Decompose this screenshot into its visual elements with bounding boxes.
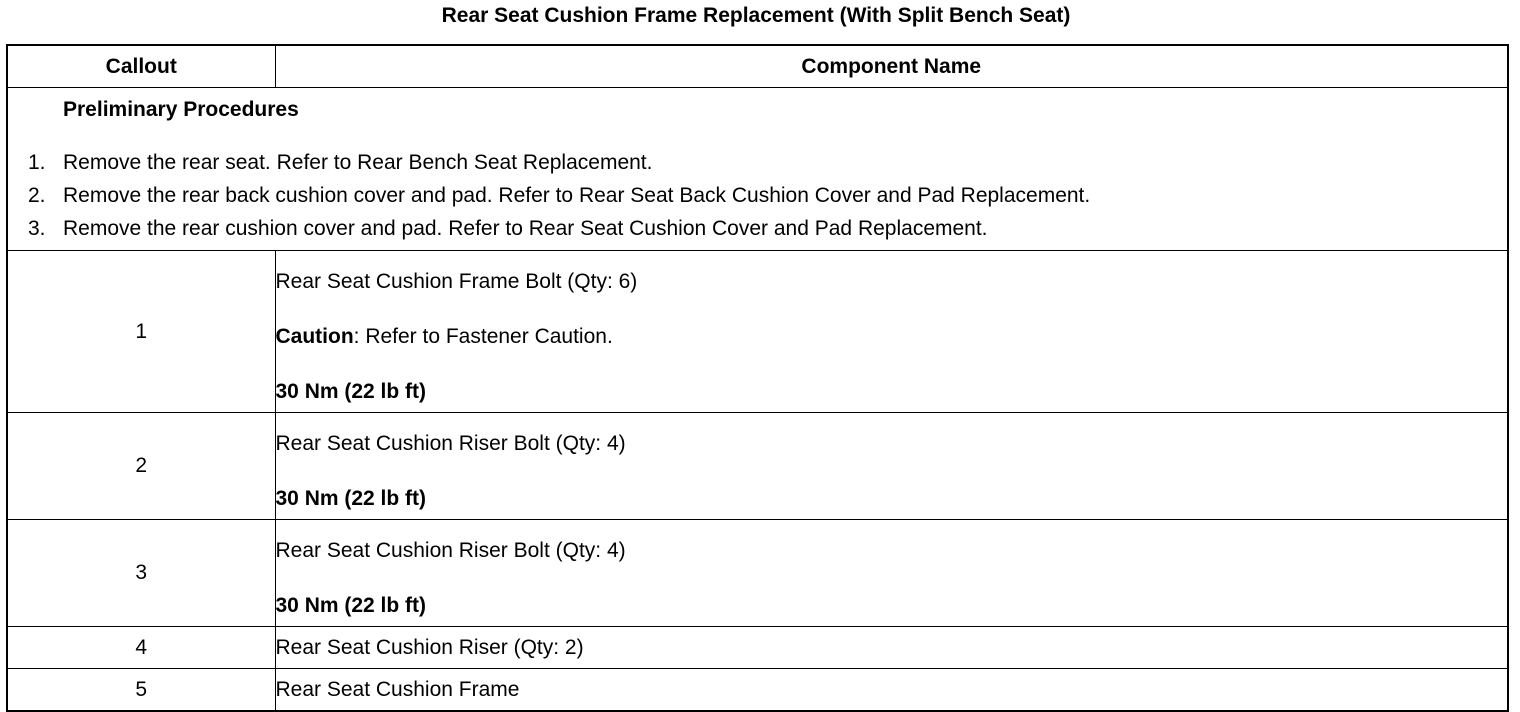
component-cell (275, 251, 1508, 413)
component-cell (275, 413, 1508, 520)
caution-label: Caution (275, 324, 354, 348)
step-number: 1. (28, 150, 46, 174)
preliminary-procedures-heading: Preliminary Procedures (63, 97, 299, 121)
procedure-steps-list (8, 151, 1507, 250)
component-name: Rear Seat Cushion Riser Bolt (Qty: 4) (275, 538, 626, 562)
procedure-step (8, 151, 1507, 184)
component-table (6, 44, 1509, 712)
table-row (7, 520, 1508, 627)
preliminary-procedures-row (7, 88, 1508, 251)
table-row (7, 413, 1508, 520)
component-cell (275, 520, 1508, 627)
procedure-step (8, 184, 1507, 217)
document-title: Rear Seat Cushion Frame Replacement (With Split Bench Seat) (441, 4, 1071, 27)
component-name: Rear Seat Cushion Frame (275, 669, 1508, 712)
torque-spec: 30 Nm (22 lb ft) (275, 486, 427, 510)
callout-cell: 2 (7, 413, 275, 520)
callout-cell: 3 (7, 520, 275, 627)
torque-spec: 30 Nm (22 lb ft) (275, 593, 427, 617)
callout-cell: 1 (7, 251, 275, 413)
table-row (7, 669, 1508, 712)
column-header-callout: Callout (7, 45, 275, 88)
component-name: Rear Seat Cushion Frame Bolt (Qty: 6) (275, 269, 638, 293)
caution-text: : Refer to Fastener Caution. (353, 324, 613, 348)
caution-note (276, 325, 1508, 349)
table-row (7, 251, 1508, 413)
callout-cell: 4 (7, 627, 275, 669)
step-number: 3. (28, 216, 46, 240)
torque-spec: 30 Nm (22 lb ft) (275, 379, 427, 403)
table-header-row (7, 45, 1508, 88)
component-name: Rear Seat Cushion Riser (Qty: 2) (275, 627, 1508, 669)
component-name: Rear Seat Cushion Riser Bolt (Qty: 4) (275, 431, 626, 455)
step-text: Remove the rear cushion cover and pad. Refer to Rear Seat Cushion Cover and Pad Replacement. (63, 216, 988, 240)
step-text: Remove the rear seat. Refer to Rear Bench Seat Replacement. (63, 150, 653, 174)
column-header-component-name: Component Name (275, 45, 1508, 88)
callout-cell: 5 (7, 669, 275, 712)
step-text: Remove the rear back cushion cover and pad. Refer to Rear Seat Back Cushion Cover and Pad Replacement. (63, 183, 1091, 207)
step-number: 2. (28, 183, 46, 207)
preliminary-procedures-cell (7, 88, 1508, 251)
procedure-step (8, 217, 1507, 250)
table-row (7, 627, 1508, 669)
